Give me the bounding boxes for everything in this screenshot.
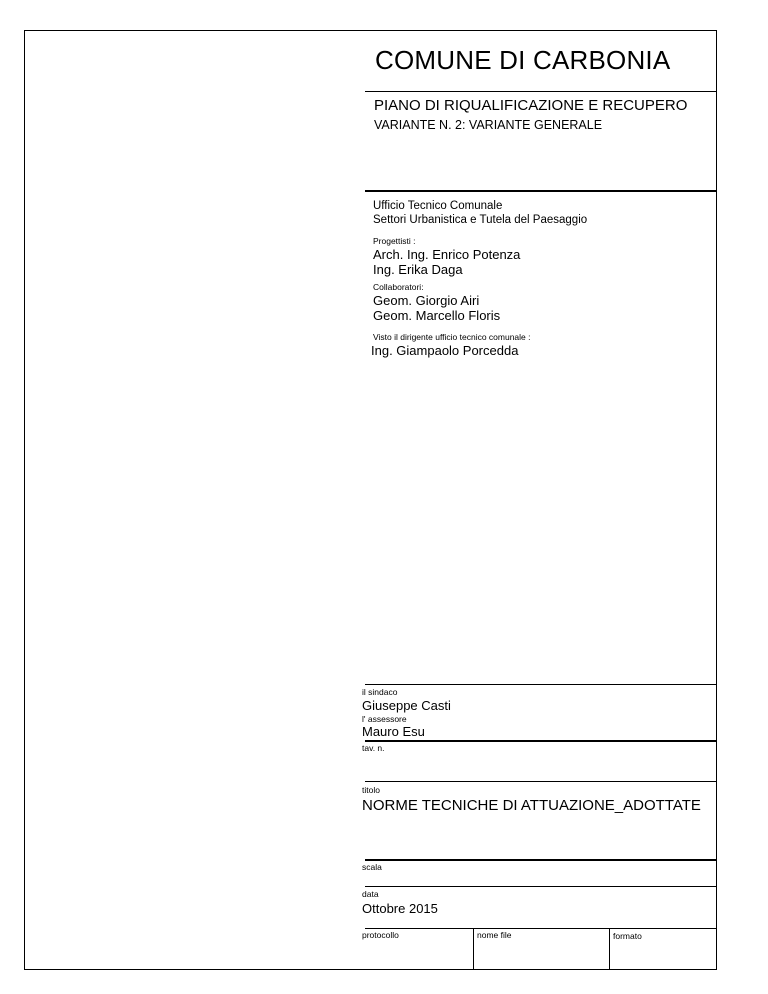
mayor-label: il sindaco xyxy=(362,687,398,697)
mayor-name: Giuseppe Casti xyxy=(362,698,451,713)
divider xyxy=(365,190,717,192)
office-line-2: Settori Urbanistica e Tutela del Paesaggio xyxy=(373,214,588,226)
designers-label: Progettisti : xyxy=(373,236,416,246)
protocol-label: protocollo xyxy=(362,930,399,940)
file-name-label: nome file xyxy=(477,930,512,940)
divider xyxy=(365,91,717,92)
date-value: Ottobre 2015 xyxy=(362,901,438,916)
manager-name: Ing. Giampaolo Porcedda xyxy=(371,343,519,358)
divider xyxy=(365,859,717,861)
designer-name: Arch. Ing. Enrico Potenza xyxy=(373,247,521,262)
collaborator-name: Geom. Giorgio Airi xyxy=(373,293,480,308)
divider xyxy=(365,781,717,782)
date-label: data xyxy=(362,889,379,899)
divider xyxy=(365,886,717,887)
collaborators-label: Collaboratori: xyxy=(373,282,424,292)
divider xyxy=(365,740,717,742)
assessor-name: Mauro Esu xyxy=(362,724,425,739)
column-divider xyxy=(609,928,610,969)
doc-title-label: titolo xyxy=(362,785,380,795)
format-label: formato xyxy=(613,931,642,941)
table-number-label: tav. n. xyxy=(362,743,385,753)
scale-label: scala xyxy=(362,862,382,872)
divider xyxy=(365,928,717,929)
municipality-title: COMUNE DI CARBONIA xyxy=(375,45,671,75)
designer-name: Ing. Erika Daga xyxy=(373,262,463,277)
column-divider xyxy=(473,928,474,969)
office-line-1: Ufficio Tecnico Comunale xyxy=(373,200,503,212)
divider xyxy=(365,684,717,685)
assessor-label: l' assessore xyxy=(362,714,407,724)
collaborator-name: Geom. Marcello Floris xyxy=(373,308,501,323)
page-frame xyxy=(24,30,717,970)
plan-title: PIANO DI RIQUALIFICAZIONE E RECUPERO xyxy=(374,97,688,114)
variant-subtitle: VARIANTE N. 2: VARIANTE GENERALE xyxy=(374,118,603,132)
manager-label: Visto il dirigente ufficio tecnico comunale : xyxy=(373,332,531,342)
doc-title-value: NORME TECNICHE DI ATTUAZIONE_ADOTTATE xyxy=(362,797,701,814)
